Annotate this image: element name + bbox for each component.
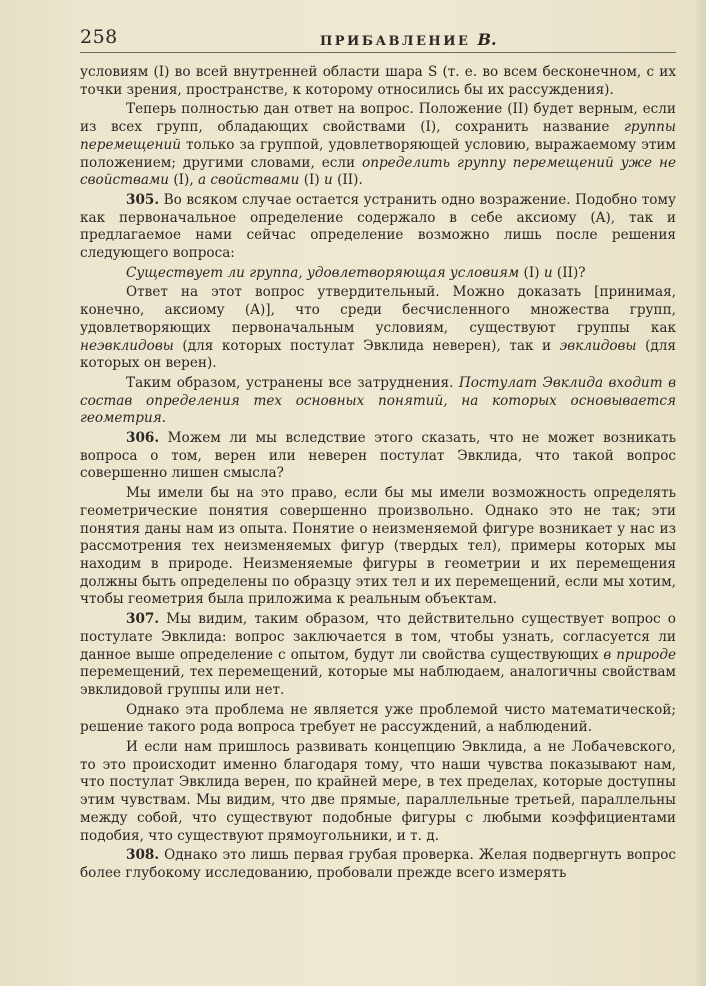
emphasis-text: в природе — [603, 646, 676, 663]
paragraph — [80, 739, 676, 845]
page-header — [80, 26, 676, 52]
text-run: Однако это лишь первая грубая проверка. Желая подвергнуть вопрос более глубокому исследованию, пробовали прежде всего измерять — [80, 847, 676, 881]
text-run: (I) — [299, 172, 325, 189]
running-head-letter: B. — [477, 30, 497, 49]
page-body — [80, 64, 676, 885]
text-run: Во всяком случае остается устранить одно возражение. Подобно тому как первоначальное определение содержало в себе аксиому (A), так и предлагаемое нами сейчас определение возможно лишь после решения следующего вопроса: — [80, 191, 676, 262]
emphasis-text: неэвклидовы — [80, 337, 174, 354]
paragraph — [80, 101, 676, 190]
section-number: 307. — [126, 611, 160, 628]
text-run: (II). — [332, 172, 363, 189]
text-run: (I), — [169, 172, 198, 189]
paragraph — [80, 284, 676, 373]
text-run: (I) — [519, 264, 544, 281]
text-run: (для которых он верен). — [80, 337, 676, 372]
text-run: условиям (I) во всей внутренней области шара S (т. е. во всем бесконечном, с их точки зрения, пространстве, к которому относились бы их рассуждения). — [80, 64, 676, 98]
paragraph — [80, 64, 676, 99]
paragraph — [80, 702, 676, 737]
paragraph — [80, 485, 676, 609]
section-number: 308. — [126, 847, 160, 864]
text-run: (II)? — [552, 264, 586, 281]
text-run: Таким образом, устранены все затруднения. — [126, 374, 459, 391]
section-number: 305. — [126, 191, 160, 208]
page-number: 258 — [80, 26, 118, 48]
text-run: Теперь полностью дан ответ на вопрос. Положение (II) будет верным, если из всех групп, обладающих свойствами (I), сохранить название — [80, 101, 676, 136]
header-rule — [80, 52, 676, 53]
text-run: Мы видим, таким образом, что действительно существует вопрос о постулате Эвклида: вопрос заключается в том, чтобы узнать, согласуется ли данное выше определение с опытом, будут ли свойства существующих — [80, 611, 676, 663]
emphasis-text: эвклидовы — [559, 337, 637, 354]
emphasis-text: Существует ли группа, удовлетворяющая условиям — [126, 264, 520, 281]
emphasis-text: определить группу перемещений уже не свойствами — [80, 154, 676, 189]
paragraph — [80, 611, 676, 700]
paragraph — [80, 430, 676, 483]
text-run: только за группой, удовлетворяющей условию, выражаемому этим положением; другими словами, если — [80, 136, 676, 171]
emphasis-text: группы перемещений — [80, 119, 676, 153]
emphasis-text: а свойствами — [197, 172, 300, 189]
text-run: перемещений, тех перемещений, которые мы наблюдаем, аналогичны свойствам эвклидовой группы или нет. — [80, 664, 676, 698]
text-run: (для которых постулат Эвклида неверен), так и — [173, 337, 560, 354]
paragraph — [80, 847, 676, 882]
page-edge-shadow — [694, 0, 706, 986]
emphasis-text: и — [543, 264, 553, 281]
text-run: Ответ на этот вопрос утвердительный. Можно доказать [принимая, конечно, аксиому (A)], что среди бесчисленного множества групп, удовлетворяющих первоначальным условиям, существуют группы как — [80, 284, 676, 336]
paragraph — [80, 375, 676, 428]
running-head-title: ПРИБАВЛЕНИЕ — [320, 34, 471, 49]
paragraph — [80, 192, 676, 263]
text-run: Однако эта проблема не является уже проблемой чисто математической; решение такого рода вопроса требует не рассуждений, а наблюдений. — [80, 701, 676, 736]
emphasis-text: Постулат Эвклида входит в состав определения тех основных понятий, на которых основывается геометрия. — [80, 374, 676, 427]
text-run: Мы имели бы на это право, если бы мы имели возможность определять геометрические понятия совершенно произвольно. Однако это не так; эти понятия даны нам из опыта. Понятие о неизменяемой фигуре возникает у нас из рассмотрения тех неизменяемых фигур (твердых тел), примеры которых мы находим в природе. Неизменяемые фигуры в геометрии и их перемещения должны быть определены по образцу этих тел и их перемещений, если мы хотим, чтобы геометрия была приложима к реальным объектам. — [80, 485, 676, 608]
section-number: 306. — [126, 430, 160, 447]
running-head — [320, 30, 497, 49]
paragraph — [80, 265, 676, 283]
text-run: И если нам пришлось развивать концепцию Эвклида, а не Лобачевского, то это происходит именно благодаря тому, что наши чувства показывают нам, что постулат Эвклида верен, по крайней мере, в тех пределах, которые доступны этим чувствам. Мы видим, что две прямые, параллельные третьей, параллельны между собой, что существуют подобные фигуры с любыми коэффициентами подобия, что существуют прямоугольники, и т. д. — [80, 739, 676, 844]
emphasis-text: и — [324, 172, 333, 189]
text-run: Можем ли мы вследствие этого сказать, что не может возникать вопроса о том, верен или неверен постулат Эвклида, что такой вопрос совершенно лишен смысла? — [80, 430, 676, 482]
